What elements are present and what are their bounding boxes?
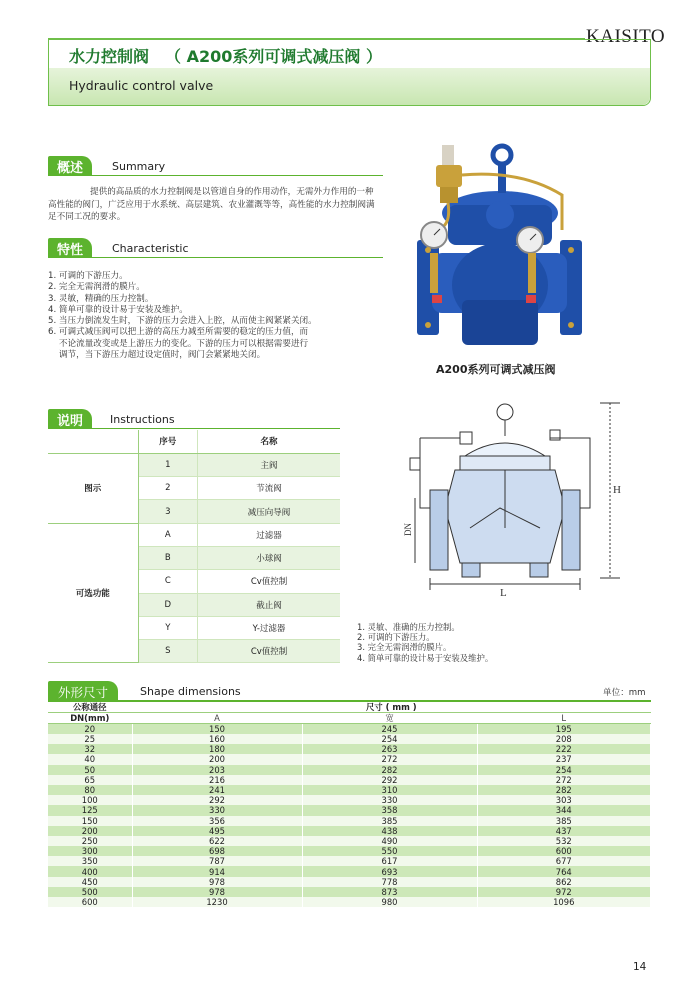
table-row — [48, 826, 651, 836]
table-cell: 3 — [138, 500, 198, 523]
table-cell: 310 — [302, 785, 477, 795]
table-cell: 32 — [48, 744, 132, 754]
table-row — [48, 523, 340, 546]
table-cell: 200 — [132, 754, 302, 764]
table-cell: 980 — [302, 897, 477, 907]
section-characteristic — [48, 238, 383, 258]
table-cell: 358 — [302, 805, 477, 815]
dimension-label-h: H — [613, 484, 621, 496]
table-cell: 437 — [477, 826, 651, 836]
table-cell: 778 — [302, 877, 477, 887]
table-cell: B — [138, 546, 198, 569]
table-cell: 978 — [132, 887, 302, 897]
table-cell: 216 — [132, 775, 302, 785]
table-cell: 385 — [477, 816, 651, 826]
table-cell: 208 — [477, 734, 651, 744]
table-header-row — [48, 702, 651, 713]
table-cell: C — [138, 570, 198, 593]
brand-logo: KAISITO — [586, 26, 666, 47]
title-en: Hydraulic control valve — [69, 78, 214, 93]
valve-photo — [412, 135, 587, 360]
page-header — [48, 39, 651, 106]
list-item: 5. 当压力倒流发生时，下游的压力会进入上腔，从而使主阀紧紧关闭。 — [48, 316, 317, 327]
photo-caption: A200系列可调式减压阀 — [436, 363, 556, 376]
title-band — [49, 68, 650, 105]
table-cell: 2 — [138, 477, 198, 500]
table-cell: 330 — [132, 805, 302, 815]
table-cell: 350 — [48, 856, 132, 866]
table-header-cell: 宽 — [302, 713, 477, 724]
list-item: 4. 简单可靠的设计易于安装及维护。 — [48, 304, 188, 315]
table-row — [48, 836, 651, 846]
list-item: 4. 简单可靠的设计易于安装及维护。 — [357, 652, 494, 663]
table-cell: 292 — [302, 775, 477, 785]
instructions-table — [48, 430, 340, 663]
table-cell: 254 — [477, 765, 651, 775]
table-row — [48, 754, 651, 764]
table-cell: 617 — [302, 856, 477, 866]
table-row — [48, 887, 651, 897]
page-title — [69, 44, 382, 67]
table-cell: 500 — [48, 887, 132, 897]
table-cell: A — [138, 523, 198, 546]
table-cell: 263 — [302, 744, 477, 754]
section-summary — [48, 156, 383, 176]
table-cell: Cv值控制 — [198, 640, 340, 663]
table-cell: 490 — [302, 836, 477, 846]
table-header-cell: 公称通径 — [48, 702, 132, 713]
table-cell: 698 — [132, 846, 302, 856]
dimensions-table — [48, 702, 651, 907]
table-cell: Y-过滤器 — [198, 616, 340, 639]
table-cell: 1 — [138, 453, 198, 476]
table-cell: 300 — [48, 846, 132, 856]
list-item: 调节，当下游压力超过设定值时，阀门会紧紧地关闭。 — [48, 350, 266, 361]
list-item: 不论流量改变或是上游压力的变化。下游的压力可以根据需要进行 — [48, 338, 309, 349]
list-item: 1. 灵敏、准确的压力控制。 — [357, 622, 460, 632]
valve-drawing — [400, 398, 630, 598]
table-cell: 截止阀 — [198, 593, 340, 616]
table-header-row — [48, 713, 651, 724]
list-item: 3. 灵敏，精确的压力控制。 — [48, 293, 154, 304]
section-rule — [48, 257, 383, 258]
table-cell: 292 — [132, 795, 302, 805]
table-header-cell: DN(mm) — [48, 713, 132, 724]
table-cell: 254 — [302, 734, 477, 744]
table-cell: 600 — [48, 897, 132, 907]
table-header-row — [48, 430, 340, 453]
table-cell: 1230 — [132, 897, 302, 907]
group-label: 可选功能 — [48, 523, 138, 663]
table-cell: Cv值控制 — [198, 570, 340, 593]
table-cell: 272 — [302, 754, 477, 764]
table-row — [48, 775, 651, 785]
section-tag: 特性 — [48, 238, 92, 258]
section-tag: 外形尺寸 — [48, 681, 118, 701]
table-cell: 787 — [132, 856, 302, 866]
table-cell: 356 — [132, 816, 302, 826]
table-cell: 180 — [132, 744, 302, 754]
table-header-cell: 尺寸 ( mm ) — [132, 702, 651, 713]
table-row — [48, 866, 651, 876]
table-cell: 677 — [477, 856, 651, 866]
table-row — [48, 453, 340, 476]
table-row — [48, 897, 651, 907]
table-cell: 245 — [302, 724, 477, 735]
table-cell: 25 — [48, 734, 132, 744]
table-cell: 主阀 — [198, 453, 340, 476]
table-row — [48, 795, 651, 805]
table-row — [48, 734, 651, 744]
section-tag: 说明 — [48, 409, 92, 429]
table-cell: 250 — [48, 836, 132, 846]
table-cell: 385 — [302, 816, 477, 826]
table-cell: 532 — [477, 836, 651, 846]
table-cell: 241 — [132, 785, 302, 795]
unit-label: 单位：mm — [603, 688, 646, 698]
table-cell: 862 — [477, 877, 651, 887]
page-number: 14 — [633, 961, 647, 973]
table-row — [48, 856, 651, 866]
table-cell: 80 — [48, 785, 132, 795]
table-row — [48, 877, 651, 887]
table-cell: 150 — [48, 816, 132, 826]
table-header-cell: A — [132, 713, 302, 724]
table-cell: 20 — [48, 724, 132, 735]
table-cell: Y — [138, 616, 198, 639]
table-row — [48, 785, 651, 795]
table-cell: 1096 — [477, 897, 651, 907]
table-cell: 237 — [477, 754, 651, 764]
table-cell: 222 — [477, 744, 651, 754]
table-cell: 303 — [477, 795, 651, 805]
summary-text: 提供的高品质的水力控制阀是以管道自身的作用动作，无需外力作用的一种高性能的阀门，广泛应用于水系统、高层建筑、农业灌溉等等，高性能的水力控制阀满足不同工况的要求。 — [48, 187, 375, 222]
table-cell: 节流阀 — [198, 477, 340, 500]
table-cell: 400 — [48, 866, 132, 876]
table-cell: 764 — [477, 866, 651, 876]
list-item: 2. 完全无需润滑的膜片。 — [48, 282, 145, 293]
table-cell: 282 — [302, 765, 477, 775]
table-body — [48, 724, 651, 908]
title-cn: 水力控制阀 — [69, 47, 150, 66]
table-cell: 195 — [477, 724, 651, 735]
table-cell: D — [138, 593, 198, 616]
section-rule — [48, 175, 383, 176]
table-header-cell — [48, 430, 138, 453]
list-item: 1. 可调的下游压力。 — [48, 271, 128, 281]
list-item: 6. 可调式减压阀可以把上游的高压力减至所需要的稳定的压力值，而 — [48, 327, 309, 338]
table-cell: 550 — [302, 846, 477, 856]
table-cell: 100 — [48, 795, 132, 805]
group-label: 图示 — [48, 453, 138, 523]
table-header-cell: 序号 — [138, 430, 198, 453]
table-cell: 344 — [477, 805, 651, 815]
drawing-notes — [357, 622, 493, 663]
table-cell: 622 — [132, 836, 302, 846]
table-cell: 450 — [48, 877, 132, 887]
section-title-en: Shape dimensions — [140, 685, 241, 698]
table-cell: 600 — [477, 846, 651, 856]
table-cell: 978 — [132, 877, 302, 887]
table-header-cell: L — [477, 713, 651, 724]
title-subtitle: （ A200系列可调式减压阀 ） — [165, 47, 382, 66]
table-cell: S — [138, 640, 198, 663]
characteristic-list — [48, 271, 383, 361]
table-cell: 972 — [477, 887, 651, 897]
table-cell: 200 — [48, 826, 132, 836]
section-title-en: Summary — [112, 160, 166, 173]
table-row — [48, 846, 651, 856]
table-cell: 减压向导阀 — [198, 500, 340, 523]
section-tag: 概述 — [48, 156, 92, 176]
table-cell: 438 — [302, 826, 477, 836]
table-row — [48, 816, 651, 826]
table-row — [48, 805, 651, 815]
section-instructions — [48, 409, 340, 429]
table-cell: 过滤器 — [198, 523, 340, 546]
table-cell: 125 — [48, 805, 132, 815]
table-row — [48, 724, 651, 735]
dimension-label-l: L — [500, 587, 507, 598]
section-dimensions — [48, 681, 651, 701]
list-item: 3. 完全无需润滑的膜片。 — [357, 642, 452, 653]
table-row — [48, 765, 651, 775]
table-cell: 693 — [302, 866, 477, 876]
table-header-cell: 名称 — [198, 430, 340, 453]
section-title-en: Instructions — [110, 413, 175, 426]
table-cell: 150 — [132, 724, 302, 735]
table-cell: 914 — [132, 866, 302, 876]
table-cell: 50 — [48, 765, 132, 775]
table-cell: 272 — [477, 775, 651, 785]
table-cell: 282 — [477, 785, 651, 795]
table-cell: 65 — [48, 775, 132, 785]
table-cell: 873 — [302, 887, 477, 897]
table-cell: 330 — [302, 795, 477, 805]
table-cell: 495 — [132, 826, 302, 836]
table-cell: 203 — [132, 765, 302, 775]
table-cell: 160 — [132, 734, 302, 744]
section-title-en: Characteristic — [112, 242, 189, 255]
table-row — [48, 744, 651, 754]
list-item: 2. 可调的下游压力。 — [357, 632, 435, 643]
dimension-label-dn: DN — [403, 523, 413, 536]
table-cell: 40 — [48, 754, 132, 764]
table-cell: 小球阀 — [198, 546, 340, 569]
